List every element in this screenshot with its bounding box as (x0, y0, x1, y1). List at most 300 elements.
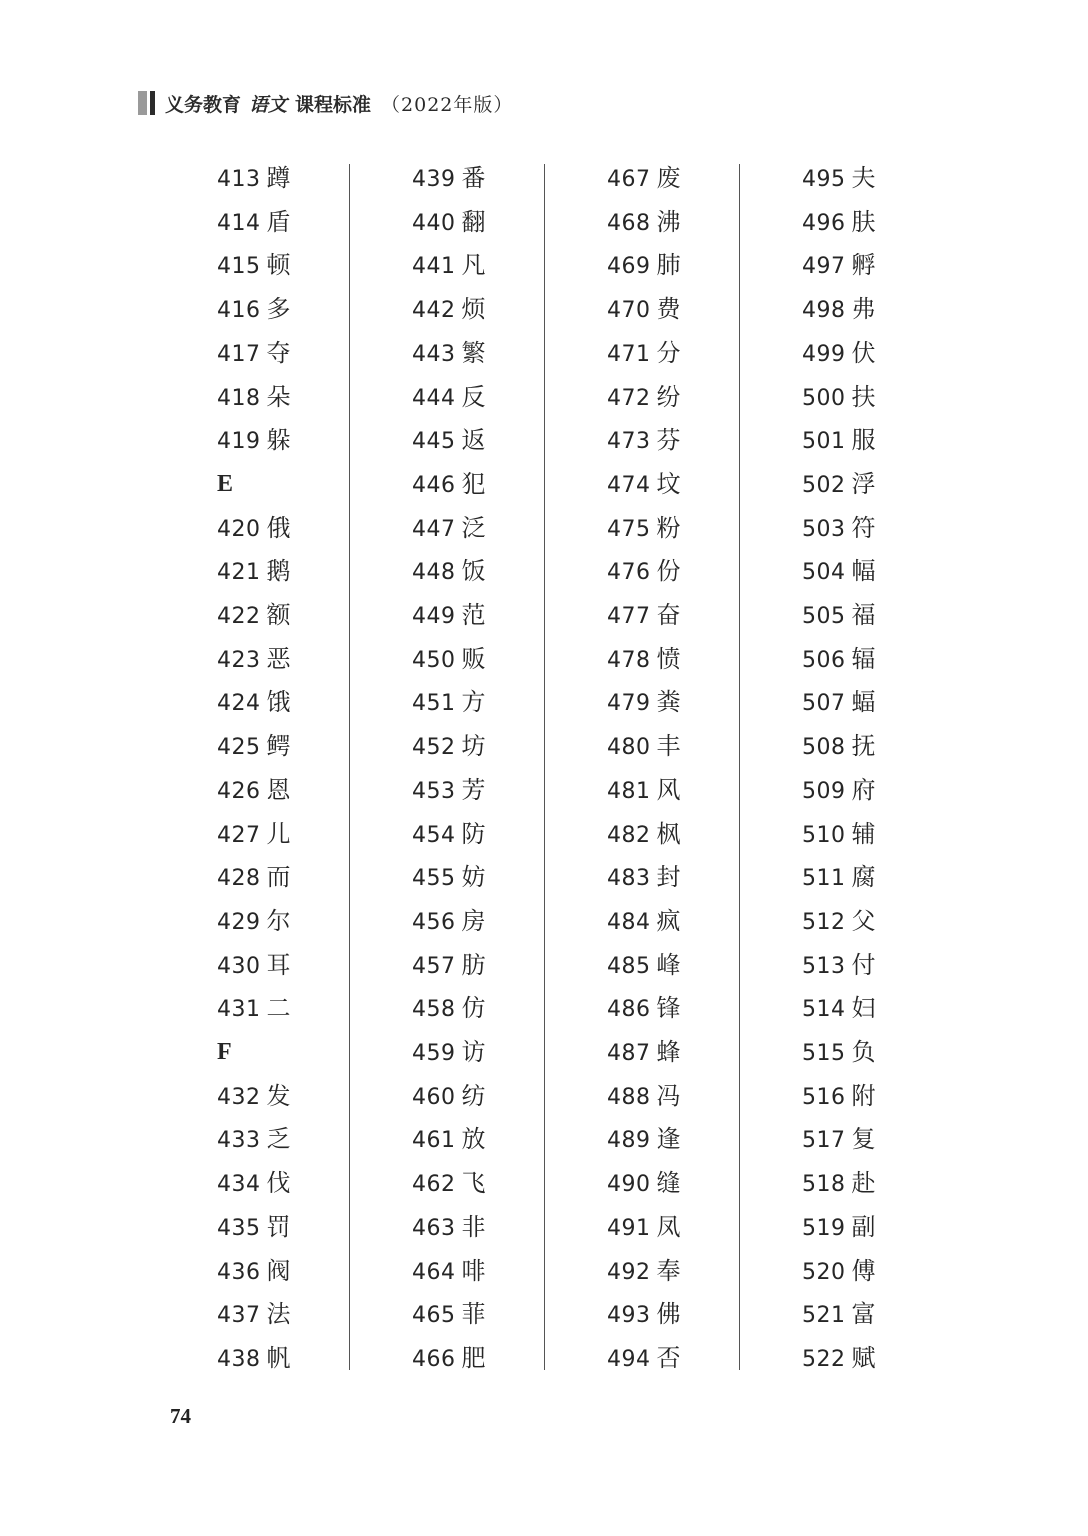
char-glyph: 福 (851, 601, 876, 629)
char-number: 414 (217, 210, 261, 236)
char-glyph: 辐 (851, 644, 876, 673)
char-number: 508 (802, 735, 846, 761)
char-glyph: 盾 (266, 207, 291, 236)
char-entry (217, 857, 291, 897)
char-glyph: 飞 (461, 1169, 486, 1198)
char-entry (217, 289, 291, 329)
char-entry (217, 420, 291, 460)
char-entry (607, 420, 681, 460)
char-entry (802, 508, 876, 548)
char-number: 443 (412, 341, 456, 367)
char-number: 489 (607, 1128, 651, 1154)
char-entry (217, 901, 291, 941)
char-number: 426 (217, 778, 261, 804)
char-entry (802, 1207, 876, 1247)
char-number: 433 (217, 1128, 261, 1154)
char-entry (802, 1338, 876, 1378)
book-edition: （2022年版） (381, 93, 514, 116)
char-entry (607, 245, 681, 285)
char-number: 484 (607, 909, 651, 935)
char-glyph: 而 (266, 863, 291, 892)
char-glyph: 饿 (266, 688, 291, 717)
char-glyph: 峰 (656, 950, 681, 979)
char-glyph: 父 (851, 906, 876, 935)
char-number: 425 (217, 735, 261, 761)
char-glyph: 范 (461, 601, 486, 629)
char-entry (217, 551, 291, 591)
char-glyph: 耳 (266, 950, 291, 979)
char-glyph: 朵 (266, 382, 291, 411)
char-glyph: 房 (461, 906, 486, 935)
char-entry (802, 1119, 876, 1159)
char-glyph: 贩 (461, 644, 486, 673)
char-glyph: 封 (656, 863, 681, 892)
char-glyph: 放 (461, 1125, 486, 1154)
char-number: 490 (607, 1172, 651, 1198)
book-title-part2: 课程标准 (295, 93, 372, 116)
char-number: 471 (607, 341, 651, 367)
page-number: 74 (170, 1404, 191, 1428)
char-glyph: 乏 (266, 1125, 291, 1154)
char-number: 437 (217, 1303, 261, 1329)
char-glyph: 肤 (851, 207, 876, 236)
char-glyph: 枫 (656, 819, 681, 848)
char-glyph: 冯 (656, 1081, 681, 1110)
char-entry (607, 202, 681, 242)
char-glyph: 躲 (266, 426, 291, 455)
char-glyph: 伐 (266, 1169, 291, 1198)
char-entry (607, 1207, 681, 1247)
char-entry (607, 770, 681, 810)
header-bar-icon (138, 91, 155, 115)
char-entry (412, 551, 486, 591)
char-glyph: 疯 (656, 906, 681, 935)
char-number: 417 (217, 341, 261, 367)
char-entry (607, 595, 681, 635)
char-entry (217, 814, 291, 854)
char-entry (412, 245, 486, 285)
char-glyph: 菲 (461, 1300, 486, 1329)
char-glyph: 丰 (656, 732, 681, 761)
char-glyph: 辅 (851, 819, 876, 848)
char-glyph: 孵 (851, 251, 876, 280)
char-number: 420 (217, 516, 261, 542)
table-column (545, 164, 740, 1374)
char-entry (217, 1294, 291, 1334)
char-glyph: 翻 (461, 207, 486, 236)
char-glyph: 腐 (851, 863, 876, 892)
char-glyph: 伏 (851, 338, 876, 367)
char-entry (217, 333, 291, 373)
char-entry (802, 1076, 876, 1116)
char-glyph: 防 (461, 819, 486, 848)
char-entry (607, 814, 681, 854)
char-entry (802, 595, 876, 635)
char-entry (802, 333, 876, 373)
char-number: 494 (607, 1346, 651, 1372)
character-table (155, 164, 935, 1374)
char-number: 462 (412, 1172, 456, 1198)
char-number: 506 (802, 647, 846, 673)
book-title-part1: 义务教育 (165, 93, 242, 116)
char-glyph: 份 (656, 557, 681, 586)
char-number: 487 (607, 1041, 651, 1066)
char-glyph: 蹲 (266, 164, 291, 192)
char-glyph: 赴 (851, 1169, 876, 1198)
char-entry (802, 420, 876, 460)
running-header (138, 88, 513, 118)
char-number: 436 (217, 1259, 261, 1285)
char-glyph: 仿 (461, 994, 486, 1023)
char-glyph: 抚 (851, 732, 876, 761)
char-entry (802, 551, 876, 591)
char-number: 438 (217, 1346, 261, 1372)
char-entry (607, 333, 681, 373)
char-number: 419 (217, 429, 261, 455)
char-number: 435 (217, 1215, 261, 1241)
char-number: 465 (412, 1303, 456, 1329)
char-number: 505 (802, 604, 846, 629)
char-entry (412, 289, 486, 329)
char-number: 502 (802, 472, 846, 498)
char-entry (412, 988, 486, 1028)
char-glyph: 反 (461, 382, 486, 411)
char-glyph: 烦 (461, 295, 486, 324)
char-number: 501 (802, 429, 846, 455)
char-number: 495 (802, 167, 846, 192)
char-number: 434 (217, 1172, 261, 1198)
char-number: 493 (607, 1303, 651, 1329)
char-glyph: 芬 (656, 426, 681, 455)
char-number: 491 (607, 1215, 651, 1241)
char-number: 421 (217, 560, 261, 586)
char-entry (217, 377, 291, 417)
char-entry (217, 202, 291, 242)
char-entry (412, 1251, 486, 1291)
char-glyph: 纺 (461, 1081, 486, 1110)
char-number: 519 (802, 1215, 846, 1241)
char-entry (412, 945, 486, 985)
char-number: 442 (412, 298, 456, 324)
char-number: 498 (802, 298, 846, 324)
char-entry (412, 682, 486, 722)
char-entry (607, 1119, 681, 1159)
char-glyph: 纷 (656, 382, 681, 411)
char-number: 415 (217, 254, 261, 280)
char-number: 518 (802, 1172, 846, 1198)
char-entry (412, 1338, 486, 1378)
char-glyph: 恩 (266, 775, 291, 804)
char-number: 497 (802, 254, 846, 280)
book-title-subject: 语文 (249, 93, 288, 116)
char-number: 481 (607, 778, 651, 804)
char-entry (412, 464, 486, 504)
char-number: 469 (607, 254, 651, 280)
char-glyph: 风 (656, 775, 681, 804)
char-entry (217, 639, 291, 679)
char-entry (802, 901, 876, 941)
char-number: 418 (217, 385, 261, 411)
book-title (165, 90, 513, 117)
char-glyph: 夺 (266, 338, 291, 367)
char-number: 453 (412, 778, 456, 804)
char-number: 452 (412, 735, 456, 761)
char-number: 428 (217, 866, 261, 892)
char-number: 483 (607, 866, 651, 892)
char-entry (802, 1032, 876, 1072)
char-number: 441 (412, 254, 456, 280)
char-entry (412, 333, 486, 373)
char-entry (412, 770, 486, 810)
char-entry (607, 988, 681, 1028)
char-entry (412, 377, 486, 417)
char-glyph: 扶 (851, 382, 876, 411)
char-number: 439 (412, 167, 456, 192)
char-entry (607, 377, 681, 417)
char-glyph: 费 (656, 295, 681, 324)
char-entry (802, 1163, 876, 1203)
char-entry (217, 988, 291, 1028)
char-entry (802, 988, 876, 1028)
char-glyph: 鳄 (266, 732, 291, 761)
char-number: 455 (412, 866, 456, 892)
char-number: 461 (412, 1128, 456, 1154)
char-entry (802, 289, 876, 329)
char-entry (217, 1338, 291, 1378)
char-entry (412, 595, 486, 635)
table-column (155, 164, 350, 1374)
char-number: 486 (607, 997, 651, 1023)
char-glyph: 分 (656, 338, 681, 367)
char-entry (607, 1163, 681, 1203)
char-glyph: 儿 (266, 819, 291, 848)
char-entry (607, 1251, 681, 1291)
char-glyph: 粉 (656, 513, 681, 542)
char-glyph: 缝 (656, 1169, 681, 1198)
char-entry (412, 1207, 486, 1247)
char-entry (607, 1032, 681, 1072)
char-number: 424 (217, 691, 261, 717)
char-entry (607, 158, 681, 198)
char-number: 477 (607, 604, 651, 629)
char-number: 512 (802, 909, 846, 935)
char-entry (217, 1119, 291, 1159)
char-entry (802, 245, 876, 285)
char-glyph: 方 (461, 688, 486, 717)
char-entry (217, 682, 291, 722)
char-glyph: 帆 (266, 1343, 291, 1372)
char-glyph: 法 (266, 1300, 291, 1329)
char-glyph: 夫 (851, 164, 876, 192)
char-glyph: 啡 (461, 1256, 486, 1285)
char-glyph: 肺 (656, 251, 681, 280)
section-letter: F (217, 1039, 232, 1065)
char-entry (607, 857, 681, 897)
char-number: 430 (217, 953, 261, 979)
char-glyph: 富 (851, 1300, 876, 1329)
char-glyph: 坊 (461, 732, 486, 761)
char-number: 509 (802, 778, 846, 804)
char-entry (412, 420, 486, 460)
char-number: 451 (412, 691, 456, 717)
char-number: 472 (607, 385, 651, 411)
char-glyph: 蝠 (851, 688, 876, 717)
char-number: 445 (412, 429, 456, 455)
char-glyph: 芳 (461, 775, 486, 804)
char-number: 488 (607, 1084, 651, 1110)
char-entry (802, 814, 876, 854)
char-glyph: 鹅 (266, 557, 291, 586)
char-entry (412, 1076, 486, 1116)
char-entry (412, 814, 486, 854)
char-entry (412, 158, 486, 198)
char-glyph: 罚 (266, 1212, 291, 1241)
char-number: 507 (802, 691, 846, 717)
char-glyph: 妨 (461, 863, 486, 892)
char-number: 470 (607, 298, 651, 324)
char-glyph: 饭 (461, 557, 486, 586)
char-number: 473 (607, 429, 651, 455)
char-entry (607, 1294, 681, 1334)
char-number: 447 (412, 516, 456, 542)
char-number: 446 (412, 472, 456, 498)
char-glyph: 坟 (656, 469, 681, 498)
char-glyph: 肥 (461, 1343, 486, 1372)
char-entry (607, 1076, 681, 1116)
char-entry (412, 901, 486, 941)
char-number: 416 (217, 298, 261, 324)
char-number: 468 (607, 210, 651, 236)
char-entry (802, 1251, 876, 1291)
char-number: 496 (802, 210, 846, 236)
char-entry (217, 595, 291, 635)
char-number: 503 (802, 516, 846, 542)
char-entry (217, 245, 291, 285)
char-entry (802, 464, 876, 504)
char-glyph: 繁 (461, 338, 486, 367)
char-number: 522 (802, 1346, 846, 1372)
char-entry (802, 857, 876, 897)
char-number: 500 (802, 385, 846, 411)
char-glyph: 额 (266, 601, 291, 629)
char-entry (607, 464, 681, 504)
char-number: 517 (802, 1128, 846, 1154)
char-number: 449 (412, 604, 456, 629)
char-glyph: 凤 (656, 1212, 681, 1241)
char-entry (607, 901, 681, 941)
char-number: 423 (217, 647, 261, 673)
char-glyph: 愤 (656, 644, 681, 673)
char-entry (217, 1207, 291, 1247)
char-glyph: 奋 (656, 601, 681, 629)
char-entry (607, 508, 681, 548)
char-number: 499 (802, 341, 846, 367)
char-number: 463 (412, 1215, 456, 1241)
char-glyph: 附 (851, 1081, 876, 1110)
char-glyph: 赋 (851, 1343, 876, 1372)
char-glyph: 逢 (656, 1125, 681, 1154)
char-glyph: 复 (851, 1125, 876, 1154)
char-glyph: 发 (266, 1081, 291, 1110)
char-glyph: 沸 (656, 207, 681, 236)
char-entry (412, 202, 486, 242)
char-entry (217, 158, 291, 198)
table-column (350, 164, 545, 1374)
char-entry (412, 726, 486, 766)
char-glyph: 粪 (656, 688, 681, 717)
char-entry (802, 639, 876, 679)
char-glyph: 否 (656, 1343, 681, 1372)
char-glyph: 阀 (266, 1256, 291, 1285)
char-entry (802, 158, 876, 198)
char-glyph: 浮 (851, 469, 876, 498)
char-number: 448 (412, 560, 456, 586)
char-number: 492 (607, 1259, 651, 1285)
char-entry (412, 1032, 486, 1072)
char-glyph: 恶 (266, 644, 291, 673)
char-glyph: 番 (461, 164, 486, 192)
char-glyph: 尔 (266, 906, 291, 935)
char-entry (217, 770, 291, 810)
char-number: 474 (607, 472, 651, 498)
char-number: 476 (607, 560, 651, 586)
char-number: 456 (412, 909, 456, 935)
header-bar-dark (150, 91, 155, 115)
char-number: 432 (217, 1084, 261, 1110)
char-entry (217, 945, 291, 985)
char-glyph: 符 (851, 513, 876, 542)
char-glyph: 俄 (266, 513, 291, 542)
char-number: 482 (607, 822, 651, 848)
char-glyph: 泛 (461, 513, 486, 542)
char-number: 478 (607, 647, 651, 673)
char-entry (802, 377, 876, 417)
char-entry (217, 1251, 291, 1291)
char-entry (802, 202, 876, 242)
char-glyph: 佛 (656, 1300, 681, 1329)
char-glyph: 访 (461, 1038, 486, 1066)
header-bar-light (138, 91, 147, 115)
char-entry (412, 1163, 486, 1203)
char-number: 485 (607, 953, 651, 979)
char-entry (412, 1294, 486, 1334)
char-number: 480 (607, 735, 651, 761)
char-entry (802, 682, 876, 722)
char-glyph: 奉 (656, 1256, 681, 1285)
char-entry (217, 1076, 291, 1116)
char-number: 504 (802, 560, 846, 586)
char-glyph: 妇 (851, 994, 876, 1023)
char-glyph: 负 (851, 1038, 876, 1066)
char-entry (217, 508, 291, 548)
char-number: 458 (412, 997, 456, 1023)
char-entry (607, 726, 681, 766)
char-glyph: 顿 (266, 251, 291, 280)
char-glyph: 废 (656, 164, 681, 192)
char-glyph: 二 (266, 994, 291, 1023)
char-entry (217, 1163, 291, 1203)
char-glyph: 服 (851, 426, 876, 455)
char-entry (607, 1338, 681, 1378)
char-number: 511 (802, 866, 846, 892)
char-entry (802, 1294, 876, 1334)
char-glyph: 府 (851, 775, 876, 804)
char-glyph: 蜂 (656, 1038, 681, 1066)
char-number: 444 (412, 385, 456, 411)
char-number: 521 (802, 1303, 846, 1329)
char-number: 440 (412, 210, 456, 236)
char-glyph: 幅 (851, 557, 876, 586)
